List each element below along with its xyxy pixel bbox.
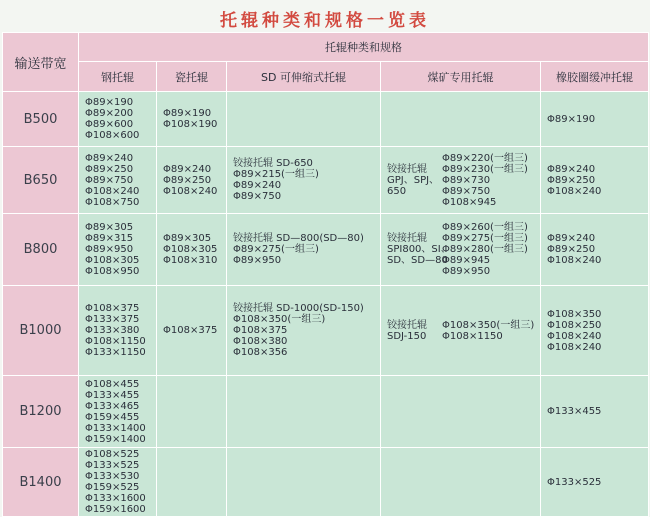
spec-line: Φ89×250 — [547, 174, 596, 186]
page-title: 托辊种类和规格一览表 — [220, 11, 430, 31]
spec-line: Φ133×1400 — [85, 422, 146, 434]
spec-line: Φ89×275(一组三) — [233, 244, 319, 255]
spec-line: Φ108×1150 — [85, 336, 146, 347]
cell-rubber — [541, 92, 649, 147]
spec-line: 铰接托辊 SD-650 — [233, 158, 313, 169]
cell-steel — [79, 376, 157, 448]
spec-line: Φ133×530 — [85, 471, 140, 482]
cell-sd — [227, 92, 381, 147]
mine-type-label — [387, 164, 442, 197]
spec-line: Φ108×240 — [547, 341, 602, 353]
spec-line: Φ108×240 — [547, 330, 602, 342]
header-mine: 煤矿专用托辊 — [381, 62, 541, 92]
spec-line: Φ159×455 — [85, 411, 140, 423]
cell-ceramic — [157, 92, 227, 147]
cell-mine — [381, 448, 541, 517]
spec-line: Φ133×455 — [85, 389, 140, 401]
spec-line: Φ89×240 — [85, 152, 134, 164]
spec-line: Φ89×190 — [85, 97, 134, 108]
spec-line: Φ89×250 — [85, 163, 134, 175]
cell-ceramic — [157, 448, 227, 517]
cell-mine — [381, 214, 541, 286]
mine-type-label — [387, 320, 442, 342]
spec-line: Φ108×750 — [85, 196, 140, 208]
spec-line: Φ89×220(一组三) — [442, 152, 528, 164]
spec-line: Φ89×950 — [85, 244, 134, 255]
header-group: 托辊种类和规格 — [79, 33, 649, 62]
spec-line: Φ89×280(一组三) — [442, 244, 528, 255]
spec-line: Φ133×525 — [85, 460, 140, 471]
cell-steel — [79, 214, 157, 286]
table-row — [3, 147, 649, 214]
spec-line: Φ89×230(一组三) — [442, 163, 528, 175]
mine-label-line: SPI800、SI、 — [387, 244, 451, 255]
spec-line: Φ108×380 — [233, 336, 288, 347]
mine-label-line: 铰接托辊 — [387, 233, 427, 244]
cell-mine — [381, 286, 541, 376]
spec-line: Φ133×455 — [547, 406, 602, 417]
spec-line: Φ108×240 — [547, 185, 602, 197]
spec-line: Φ89×260(一组三) — [442, 222, 528, 233]
header-sd: SD 可伸缩式托辊 — [227, 62, 381, 92]
spec-line: Φ108×310 — [163, 255, 218, 266]
row-label: B1200 — [3, 376, 79, 448]
table-body — [3, 92, 649, 517]
cell-mine — [381, 92, 541, 147]
row-label: B1000 — [3, 286, 79, 376]
spec-line: Φ108×600 — [85, 130, 140, 141]
cell-rubber — [541, 147, 649, 214]
spec-line: Φ108×350(一组三) — [233, 314, 326, 325]
cell-mine — [381, 376, 541, 448]
spec-line: Φ89×750 — [233, 191, 282, 202]
spec-line: 铰接托辊 SD-1000(SD-150) — [233, 303, 364, 314]
cell-ceramic — [157, 147, 227, 214]
spec-line: Φ108×240 — [547, 255, 602, 266]
spec-line: Φ89×250 — [163, 174, 212, 186]
spec-line: Φ159×1400 — [85, 433, 146, 445]
spec-line: Φ159×525 — [85, 482, 140, 493]
spec-line: Φ108×375 — [233, 325, 288, 336]
spec-line: Φ89×240 — [163, 163, 212, 175]
spec-line: Φ89×250 — [547, 244, 596, 255]
spec-line: Φ89×305 — [163, 233, 212, 244]
spec-line: Φ108×250 — [547, 319, 602, 331]
spec-line: Φ89×730 — [442, 174, 491, 186]
cell-steel — [79, 147, 157, 214]
table-row — [3, 92, 649, 147]
mine-specs — [442, 222, 540, 277]
header-steel: 钢托辊 — [79, 62, 157, 92]
spec-line: Φ89×950 — [233, 255, 282, 266]
mine-specs — [442, 320, 540, 342]
spec-line: Φ133×1150 — [85, 347, 146, 358]
spec-line: Φ108×240 — [163, 185, 218, 197]
cell-sd — [227, 376, 381, 448]
cell-rubber — [541, 376, 649, 448]
table-row — [3, 376, 649, 448]
spec-line: Φ108×375 — [163, 325, 218, 336]
spec-line: Φ89×750 — [85, 174, 134, 186]
spec-line: Φ108×455 — [85, 378, 140, 390]
mine-label-line: 铰接托辊 — [387, 319, 427, 331]
spec-line: Φ159×1600 — [85, 504, 146, 515]
mine-specs — [442, 153, 540, 208]
spec-line: Φ89×240 — [547, 163, 596, 175]
table-row — [3, 214, 649, 286]
cell-sd — [227, 286, 381, 376]
cell-sd — [227, 214, 381, 286]
spec-line: Φ108×525 — [85, 449, 140, 460]
cell-steel — [79, 448, 157, 517]
header-belt-width: 输送带宽 — [3, 33, 79, 92]
mine-label-line: 650 — [387, 185, 407, 197]
spec-line: Φ89×315 — [85, 233, 134, 244]
header-rubber: 橡胶圈缓冲托辊 — [541, 62, 649, 92]
spec-line: Φ108×1150 — [442, 330, 503, 342]
cell-ceramic — [157, 214, 227, 286]
spec-line: Φ108×305 — [163, 244, 218, 255]
row-label: B650 — [3, 147, 79, 214]
spec-line: Φ89×215(一组三) — [233, 169, 319, 180]
spec-line: Φ108×350(一组三) — [442, 319, 535, 331]
spec-line: Φ108×350 — [547, 308, 602, 320]
mine-label-line: SDJ-150 — [387, 330, 427, 342]
spec-line: Φ89×190 — [163, 108, 212, 119]
spec-line: Φ89×305 — [85, 222, 134, 233]
spec-line: Φ89×190 — [547, 113, 596, 125]
cell-ceramic — [157, 376, 227, 448]
cell-sd — [227, 448, 381, 517]
spec-line: Φ133×525 — [547, 476, 602, 488]
cell-steel — [79, 286, 157, 376]
cell-steel — [79, 92, 157, 147]
cell-rubber — [541, 214, 649, 286]
spec-line: Φ108×945 — [442, 196, 497, 208]
table-row — [3, 286, 649, 376]
header-ceramic: 瓷托辊 — [157, 62, 227, 92]
spec-line: Φ108×375 — [85, 303, 140, 314]
spec-line: Φ108×950 — [85, 266, 140, 277]
mine-type-label — [387, 233, 451, 266]
spec-line: Φ89×945 — [442, 255, 491, 266]
spec-line: Φ133×465 — [85, 400, 140, 412]
row-label: B1400 — [3, 448, 79, 517]
row-label: B800 — [3, 214, 79, 286]
mine-label-line: GPJ、SPJ、 — [387, 174, 440, 186]
cell-mine — [381, 147, 541, 214]
spec-line: Φ89×275(一组三) — [442, 233, 528, 244]
cell-rubber — [541, 286, 649, 376]
spec-line: Φ133×380 — [85, 325, 140, 336]
spec-line: 铰接托辊 SD—800(SD—80) — [233, 233, 364, 244]
cell-ceramic — [157, 286, 227, 376]
spec-line: Φ108×240 — [85, 185, 140, 197]
spec-line: Φ108×190 — [163, 119, 218, 130]
spec-line: Φ89×600 — [85, 119, 134, 130]
spec-line: Φ89×950 — [442, 266, 491, 277]
cell-rubber — [541, 448, 649, 517]
mine-label-line: 铰接托辊 — [387, 163, 427, 175]
row-label: B500 — [3, 92, 79, 147]
spec-line: Φ108×305 — [85, 255, 140, 266]
spec-line: Φ89×240 — [233, 180, 282, 191]
mine-label-line: SD、SD—80 — [387, 255, 448, 266]
spec-line: Φ133×375 — [85, 314, 140, 325]
spec-line: Φ133×1600 — [85, 493, 146, 504]
cell-sd — [227, 147, 381, 214]
spec-line: Φ89×750 — [442, 185, 491, 197]
spec-line: Φ89×240 — [547, 233, 596, 244]
table-row — [3, 448, 649, 517]
spec-line: Φ108×356 — [233, 347, 288, 358]
spec-line: Φ89×200 — [85, 108, 134, 119]
roller-spec-table — [2, 32, 649, 517]
